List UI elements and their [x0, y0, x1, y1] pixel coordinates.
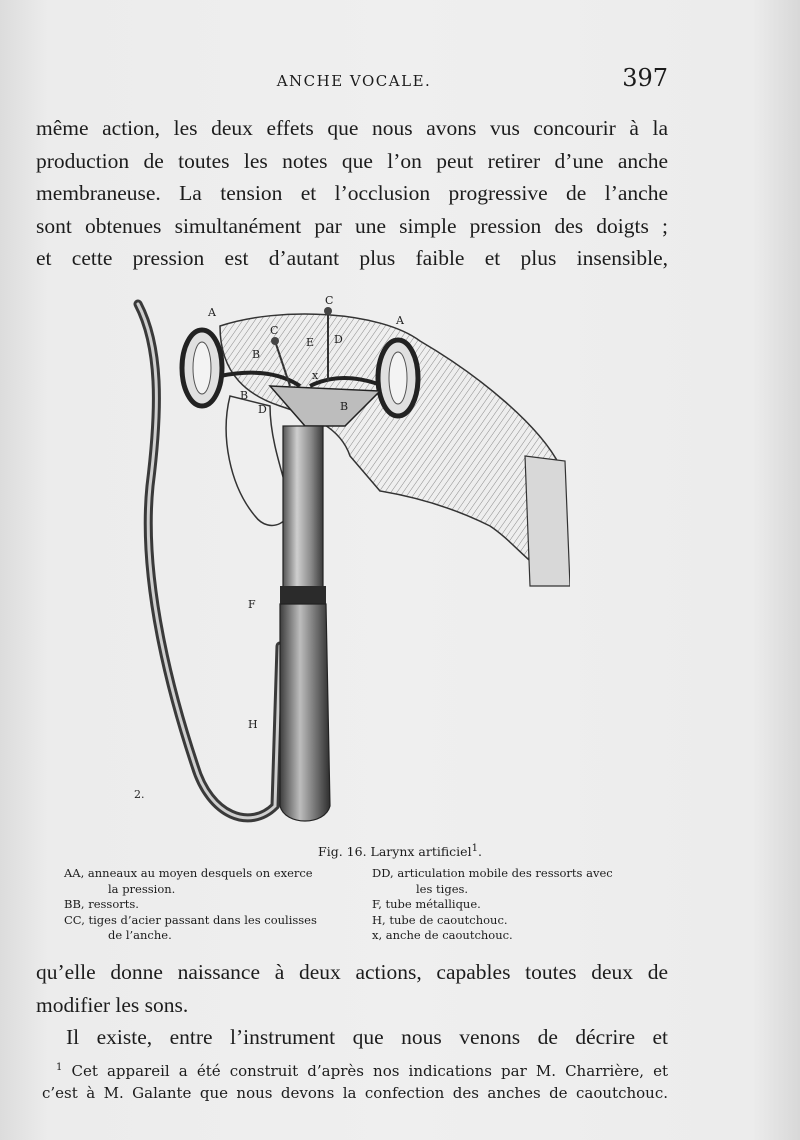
- caption-note-mark: 1: [471, 843, 478, 854]
- legend-column-right: [372, 866, 664, 944]
- legend-item: AA, anneaux au moyen desquels on exerce: [64, 866, 313, 880]
- caption-prefix: Fig. 16.: [318, 844, 367, 860]
- text-line: membraneuse. La tension et l’occlusion progressive de l’anche: [36, 181, 668, 206]
- legend-item: F, tube métallique.: [372, 897, 481, 911]
- label-b-right: B: [340, 400, 349, 413]
- text-line: qu’elle donne naissance à deux actions, capables toutes deux de: [36, 960, 668, 984]
- label-c-top: C: [325, 294, 334, 307]
- rubber-tube-thick: [280, 604, 330, 821]
- text-line: même action, les deux effets que nous avons vus concourir à la: [36, 116, 668, 140]
- footnote-line: [42, 1057, 668, 1082]
- legend-column-left: [64, 866, 356, 944]
- footnote: [42, 1057, 668, 1104]
- legend-item: H, tube de caoutchouc.: [372, 912, 508, 927]
- running-head: ANCHE VOCALE.: [276, 72, 432, 90]
- label-h: H: [248, 718, 258, 731]
- sleeve-cuff: [525, 456, 570, 586]
- text-line: production de toutes les notes que l’on peut retirer d’une anche: [36, 148, 668, 173]
- footnote-line: c’est à M. Galante que nous devons la confection des anches de caoutchouc.: [42, 1084, 668, 1102]
- footnote-text: Cet appareil a été construit d’après nos indications par M. Charrière, et: [71, 1062, 668, 1080]
- figure-caption: [0, 843, 800, 859]
- label-b-lower: B: [240, 389, 249, 402]
- label-x: x: [312, 369, 319, 382]
- caption-title: Larynx artificiel: [370, 844, 472, 860]
- legend-item-continuation: la pression.: [108, 881, 176, 896]
- label-c-left: C: [270, 324, 279, 337]
- legend-item: DD, articulation mobile des ressorts avec: [372, 866, 613, 880]
- label-a-left: A: [208, 306, 216, 319]
- page-number: 397: [622, 64, 668, 92]
- legend-item: x, anche de caoutchouc.: [372, 928, 513, 942]
- text-line: Il existe, entre l’instrument que nous venons de décrire et: [66, 1025, 668, 1050]
- legend-item: CC, tiges d’acier passant dans les coulisses: [64, 912, 317, 927]
- caption-end: .: [477, 844, 482, 860]
- metal-tube-f: [283, 426, 323, 596]
- text-line: et cette pression est d’autant plus faible et plus insensible,: [36, 246, 668, 271]
- plate-mark: 2.: [134, 788, 145, 801]
- legend-item-continuation: de l’anche.: [108, 928, 172, 942]
- label-d-lower: D: [258, 403, 267, 416]
- body-text-top: [36, 112, 668, 275]
- label-e: E: [306, 336, 315, 349]
- footnote-mark: 1: [56, 1062, 63, 1073]
- figure-artificial-larynx: [120, 286, 570, 836]
- text-line: sont obtenues simultanément par une simple pression des doigts ;: [36, 213, 668, 238]
- label-f: F: [248, 598, 256, 611]
- label-a-right: A: [396, 314, 404, 327]
- larynx-illustration: [120, 286, 570, 836]
- text-line: modifier les sons.: [36, 992, 189, 1017]
- legend-item: BB, ressorts.: [64, 897, 139, 911]
- body-text-bottom: [36, 956, 668, 1054]
- legend-item-continuation: les tiges.: [416, 881, 469, 896]
- label-b-left: B: [252, 348, 261, 361]
- page-header: [40, 62, 668, 96]
- label-d-right: D: [334, 333, 343, 346]
